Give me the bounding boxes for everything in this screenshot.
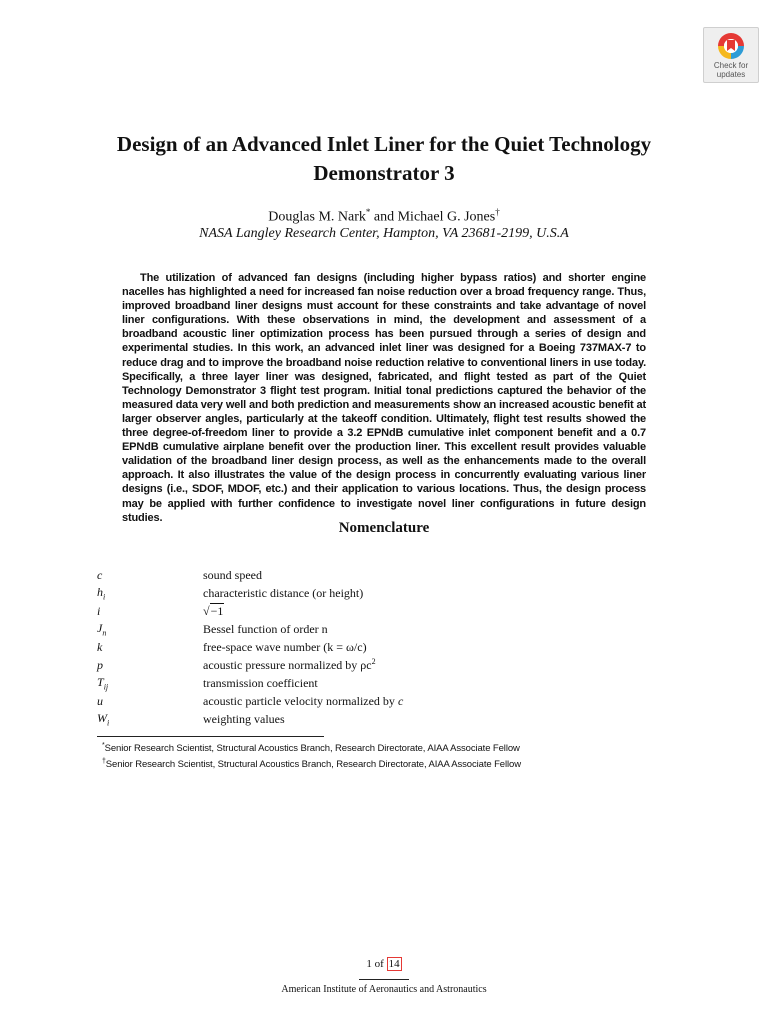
footnotes	[102, 739, 521, 771]
footnote-1: *Senior Research Scientist, Structural Acoustics Branch, Research Directorate, AIAA Associate Fellow	[102, 742, 520, 755]
nomenclature-description	[203, 604, 224, 619]
nomenclature-description: weighting values	[203, 711, 285, 726]
author-joiner: and Michael G. Jones	[370, 209, 496, 225]
total-pages-link[interactable]: 14	[388, 958, 400, 970]
nomenclature-row	[97, 620, 657, 638]
nomenclature-row	[97, 566, 657, 584]
paper-title: Design of an Advanced Inlet Liner for the Quiet Technology Demonstrator 3	[116, 132, 652, 185]
author-1-mark: *	[365, 207, 371, 217]
nomenclature-list	[97, 566, 657, 728]
nomenclature-symbol: u	[97, 693, 103, 708]
nomenclature-description: transmission coefficient	[203, 675, 318, 690]
nomenclature-symbol: k	[97, 639, 103, 654]
badge-line-2: updates	[716, 70, 746, 79]
footer-divider	[359, 979, 409, 980]
journal-name: American Institute of Aeronautics and Astronautics	[281, 984, 487, 995]
nomenclature-description: characteristic distance (or height)	[203, 585, 364, 600]
nomenclature-description: acoustic particle velocity normalized by c	[203, 693, 404, 708]
page-number: 1 of 14	[366, 958, 400, 970]
nomenclature-description: acoustic pressure normalized by $\rho c^2$	[203, 657, 376, 672]
footnote-2: †Senior Research Scientist, Structural Acoustics Branch, Research Directorate, AIAA Associate Fellow	[102, 758, 521, 771]
crossmark-icon	[716, 31, 746, 61]
nomenclature-description: Bessel function of order n	[203, 621, 328, 636]
nomenclature-symbol: i	[97, 603, 101, 618]
nomenclature-description: free-space wave number (k = ω/c)	[203, 639, 367, 654]
sqrt-expression: √−1	[203, 603, 224, 618]
nomenclature-row	[97, 692, 657, 710]
nomenclature-symbol: $J_n$	[97, 620, 107, 638]
affiliation: NASA Langley Research Center, Hampton, VA 23681-2199, U.S.A	[199, 226, 569, 241]
nomenclature-symbol: c	[97, 567, 103, 582]
nomenclature-description: sound speed	[203, 567, 262, 582]
author-line	[60, 203, 708, 227]
nomenclature-row	[97, 674, 657, 692]
check-for-updates-badge[interactable]	[703, 27, 759, 83]
nomenclature-symbol: $h_i$	[97, 584, 106, 602]
author-1: Douglas M. Nark	[268, 209, 366, 225]
footnote-divider	[97, 736, 324, 737]
author-2-mark: †	[495, 207, 500, 217]
abstract: The utilization of advanced fan designs (including higher bypass ratios) and shorter engine nacelles has highlighted a need for increased fan noise reduction over a broad frequency range. Thus, improved broadband liner designs must account for these constraints and take advantage of novel liner configurations. With these observations in mind, the development and assessment of a broadband acoustic liner optimization process has been pursued through a series of design and experimental studies. In this work, an advanced inlet liner was designed for a Boeing 737MAX-7 to reduce drag and to improve the broadband noise reduction relative to conventional liners in use today. Specifically, a three layer liner was designed, fabricated, and flight tested as part of the Quiet Technology Demonstrator 3 flight test program. Initial tonal predictions captured the behavior of the measured data very well and both prediction and measurements show an increased acoustic benefit at larger observer angles, particularly at the takeoff condition. Ultimately, flight test results showed the three degree-of-freedom liner to provide a 3.2 EPNdB cumulative inlet component benefit and a 0.7 EPNdB cumulative airplane benefit over the production liner. This excellent result provides valuable validation of the broadband liner design process, as well as the enhancements made to the overall approach. It also illustrates the value of the design process in concurrently evaluating various liner designs (i.e., SDOF, MDOF, etc.) and their application to various locations. Thus, the design process may be applied with further confidence to investigate novel liner configurations in future design studies.	[122, 272, 646, 524]
nomenclature-row	[97, 638, 657, 656]
nomenclature-row	[97, 656, 657, 674]
nomenclature-symbol: p	[97, 657, 103, 672]
nomenclature-row	[97, 602, 657, 620]
nomenclature-symbol: $W_i$	[97, 710, 110, 728]
nomenclature-heading: Nomenclature	[338, 520, 430, 536]
nomenclature-row	[97, 710, 657, 728]
nomenclature-symbol: $T_{ij}$	[97, 674, 109, 692]
badge-line-1: Check for	[713, 61, 749, 70]
nomenclature-row	[97, 584, 657, 602]
